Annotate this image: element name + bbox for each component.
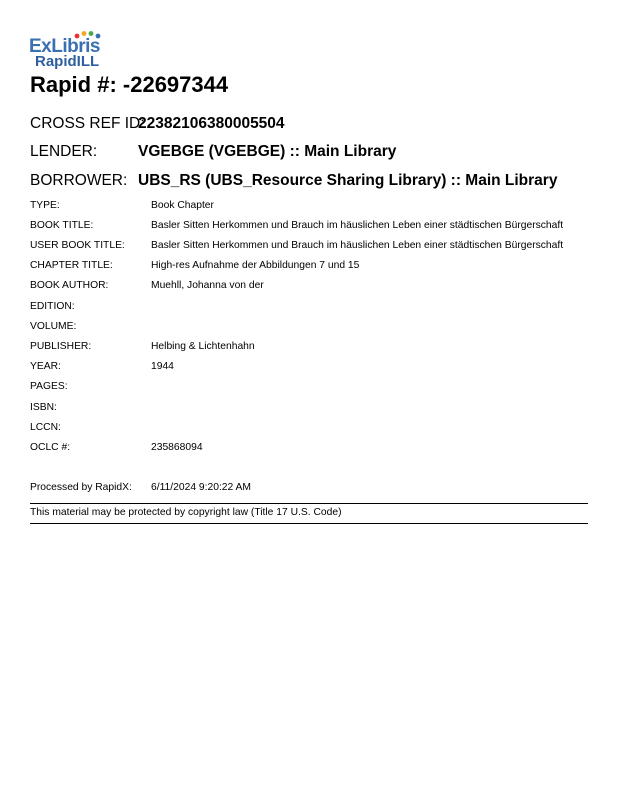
field-label: OCLC #:	[30, 442, 71, 453]
borrower-label: BORROWER:	[30, 172, 128, 189]
field-value: Muehll, Johanna von der	[151, 280, 264, 291]
field-label: PAGES:	[30, 381, 68, 392]
rapid-number-title: Rapid #: -22697344	[30, 72, 229, 97]
field-label: PUBLISHER:	[30, 341, 92, 352]
field-value: Helbing & Lichtenhahn	[151, 341, 255, 352]
field-label: YEAR:	[30, 361, 61, 372]
exlibris-rapidill-logo	[29, 30, 109, 72]
field-value: 235868094	[151, 442, 203, 453]
field-label: LCCN:	[30, 422, 61, 433]
field-value: Basler Sitten Herkommen und Brauch im häuslichen Leben einer städtischen Bürgerschaft	[151, 220, 564, 231]
lender-label: LENDER:	[30, 143, 98, 160]
logo-rapidill-text: RapidILL	[35, 53, 100, 70]
cross-ref-value: 22382106380005504	[138, 115, 285, 132]
field-label: CHAPTER TITLE:	[30, 260, 113, 271]
field-label: USER BOOK TITLE:	[30, 240, 125, 251]
processed-label: Processed by RapidX:	[30, 482, 132, 493]
field-value: 1944	[151, 361, 174, 372]
field-value: Basler Sitten Herkommen und Brauch im häuslichen Leben einer städtischen Bürgerschaft	[151, 240, 564, 251]
field-label: BOOK TITLE:	[30, 220, 94, 231]
field-label: ISBN:	[30, 402, 57, 413]
logo-exlibris-text: ExLibris	[29, 36, 100, 57]
field-label: BOOK AUTHOR:	[30, 280, 109, 291]
lender-value: VGEBGE (VGEBGE) :: Main Library	[138, 143, 397, 160]
cross-ref-label: CROSS REF ID:	[30, 115, 145, 132]
processed-value: 6/11/2024 9:20:22 AM	[151, 482, 251, 493]
divider-top	[30, 503, 588, 504]
divider-bottom	[30, 523, 588, 524]
field-label: VOLUME:	[30, 321, 77, 332]
field-label: EDITION:	[30, 301, 75, 312]
field-value: High-res Aufnahme der Abbildungen 7 und 15	[151, 260, 360, 271]
copyright-notice: This material may be protected by copyright law (Title 17 U.S. Code)	[30, 507, 342, 518]
field-value: Book Chapter	[151, 200, 214, 211]
field-label: TYPE:	[30, 200, 60, 211]
borrower-value: UBS_RS (UBS_Resource Sharing Library) :: Main Library	[138, 172, 558, 189]
